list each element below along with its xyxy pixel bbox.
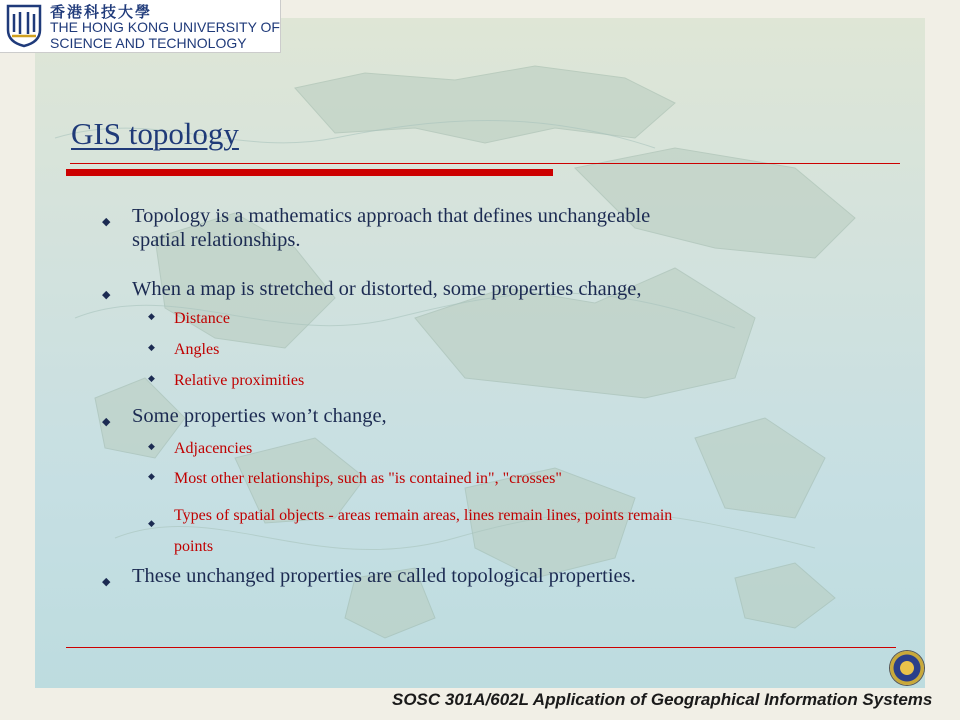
bullet-text: Topology is a mathematics approach that defines unchangeable (132, 205, 651, 227)
university-logo (0, 0, 281, 53)
footer-divider (66, 647, 896, 648)
bullet-properties-unchanged (102, 404, 387, 428)
university-seal-icon (890, 651, 924, 685)
bullet-properties-change (102, 277, 642, 301)
course-footer: SOSC 301A/602L Application of Geographical Information Systems (392, 690, 933, 709)
diamond-bullet-icon: ◆ (102, 215, 111, 228)
diamond-bullet-icon: ◆ (102, 575, 111, 588)
subbullet-text: Most other relationships, such as "is contained in", "crosses" (174, 470, 562, 487)
diamond-bullet-icon: ◆ (148, 442, 155, 452)
diamond-bullet-icon: ◆ (148, 312, 155, 322)
subbullet-angles (148, 341, 220, 359)
subbullet-other-relationships (148, 470, 562, 488)
bullet-topological-properties (102, 564, 636, 588)
bullet-topology-definition (102, 204, 651, 252)
bullet-text: Some properties won’t change, (132, 405, 387, 427)
title-divider-thin (70, 163, 900, 164)
subbullet-distance (148, 310, 230, 328)
logo-chinese-name: 香港科技大學 (50, 3, 153, 21)
subbullet-text: Types of spatial objects - areas remain areas, lines remain lines, points remain (174, 507, 673, 524)
diamond-bullet-icon: ◆ (102, 415, 111, 428)
diamond-bullet-icon: ◆ (148, 519, 155, 529)
subbullet-text: Angles (174, 341, 220, 358)
subbullet-text-continuation: points (174, 538, 214, 555)
bullet-text: These unchanged properties are called topological properties. (132, 565, 636, 587)
logo-english-line1: THE HONG KONG UNIVERSITY OF (50, 19, 280, 35)
hkust-crest-icon (6, 4, 42, 48)
logo-english-line2: SCIENCE AND TECHNOLOGY (50, 35, 247, 51)
diamond-bullet-icon: ◆ (148, 374, 155, 384)
subbullet-relative-proximities (148, 372, 305, 390)
slide-title: GIS topology (71, 116, 239, 151)
subbullet-text: Adjacencies (174, 440, 253, 457)
bullet-text-continuation: spatial relationships. (132, 229, 301, 251)
subbullet-text: Distance (174, 310, 230, 327)
diamond-bullet-icon: ◆ (148, 343, 155, 353)
bullet-text: When a map is stretched or distorted, some properties change, (132, 278, 642, 300)
diamond-bullet-icon: ◆ (102, 288, 111, 301)
subbullet-text: Relative proximities (174, 372, 305, 389)
title-divider-thick (66, 169, 553, 176)
subbullet-spatial-objects (148, 500, 673, 562)
diamond-bullet-icon: ◆ (148, 472, 155, 482)
subbullet-adjacencies (148, 440, 253, 458)
